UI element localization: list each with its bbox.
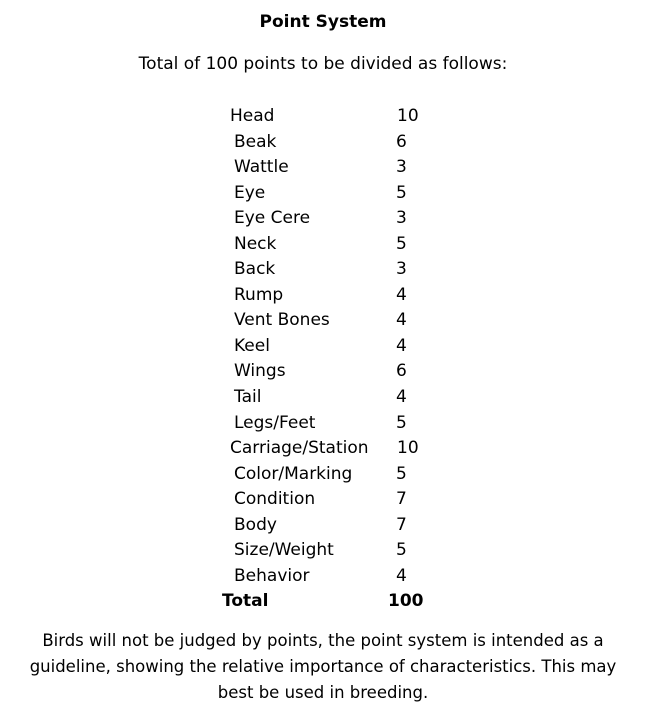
points-value: 6 (396, 361, 407, 382)
points-row (230, 436, 440, 462)
total-value: 100 (388, 591, 424, 612)
points-row (230, 283, 440, 309)
points-row (230, 104, 440, 130)
points-row (230, 411, 440, 437)
points-value: 3 (396, 259, 407, 280)
points-value: 3 (396, 208, 407, 229)
category-label: Color/Marking (234, 463, 353, 484)
page-subtitle: Total of 100 points to be divided as follows: (138, 54, 508, 74)
footnote: Birds will not be judged by points, the point system is intended as a guideline, showing the relative importance of characteristics. This may best be used in breeding. (29, 631, 617, 702)
category-label: Size/Weight (234, 540, 334, 561)
category-label: Beak (234, 131, 277, 152)
points-row (230, 155, 440, 181)
points-row (230, 206, 440, 232)
category-label: Back (234, 259, 276, 280)
category-label: Wattle (234, 157, 289, 178)
points-value: 5 (396, 463, 407, 484)
points-value: 5 (396, 540, 407, 561)
category-label: Vent Bones (234, 310, 330, 331)
points-value: 5 (396, 182, 407, 203)
points-value: 4 (396, 565, 407, 586)
points-value: 6 (396, 131, 407, 152)
points-row (230, 359, 440, 385)
points-row (230, 308, 440, 334)
category-label: Body (234, 514, 277, 535)
points-value: 4 (396, 310, 407, 331)
category-label: Legs/Feet (234, 412, 316, 433)
points-value: 4 (396, 284, 407, 305)
points-row (230, 232, 440, 258)
page-title: Point System (259, 12, 387, 32)
category-label: Neck (234, 233, 277, 254)
points-row (230, 513, 440, 539)
category-label: Head (230, 106, 275, 126)
points-value: 4 (396, 387, 407, 408)
category-label: Condition (234, 489, 316, 510)
points-row (230, 564, 440, 590)
total-label: Total (222, 591, 269, 612)
category-label: Carriage/Station (230, 438, 369, 459)
category-label: Rump (234, 284, 284, 305)
points-row (230, 181, 440, 207)
points-value: 10 (397, 106, 419, 126)
points-row (230, 462, 440, 488)
points-row (230, 130, 440, 156)
points-row (230, 385, 440, 411)
points-value: 5 (396, 233, 407, 254)
total-row (222, 589, 440, 615)
category-label: Wings (234, 361, 286, 382)
points-table (222, 104, 440, 615)
points-row (230, 334, 440, 360)
points-row (230, 487, 440, 513)
points-value: 7 (396, 514, 407, 535)
points-value: 7 (396, 489, 407, 510)
points-value: 3 (396, 157, 407, 178)
points-row (230, 257, 440, 283)
category-label: Keel (234, 335, 270, 356)
points-value: 4 (396, 335, 407, 356)
category-label: Eye Cere (234, 208, 311, 229)
category-label: Tail (234, 387, 262, 408)
points-row (230, 538, 440, 564)
category-label: Eye (234, 182, 266, 203)
category-label: Behavior (234, 565, 310, 586)
points-value: 5 (396, 412, 407, 433)
points-value: 10 (397, 438, 419, 459)
